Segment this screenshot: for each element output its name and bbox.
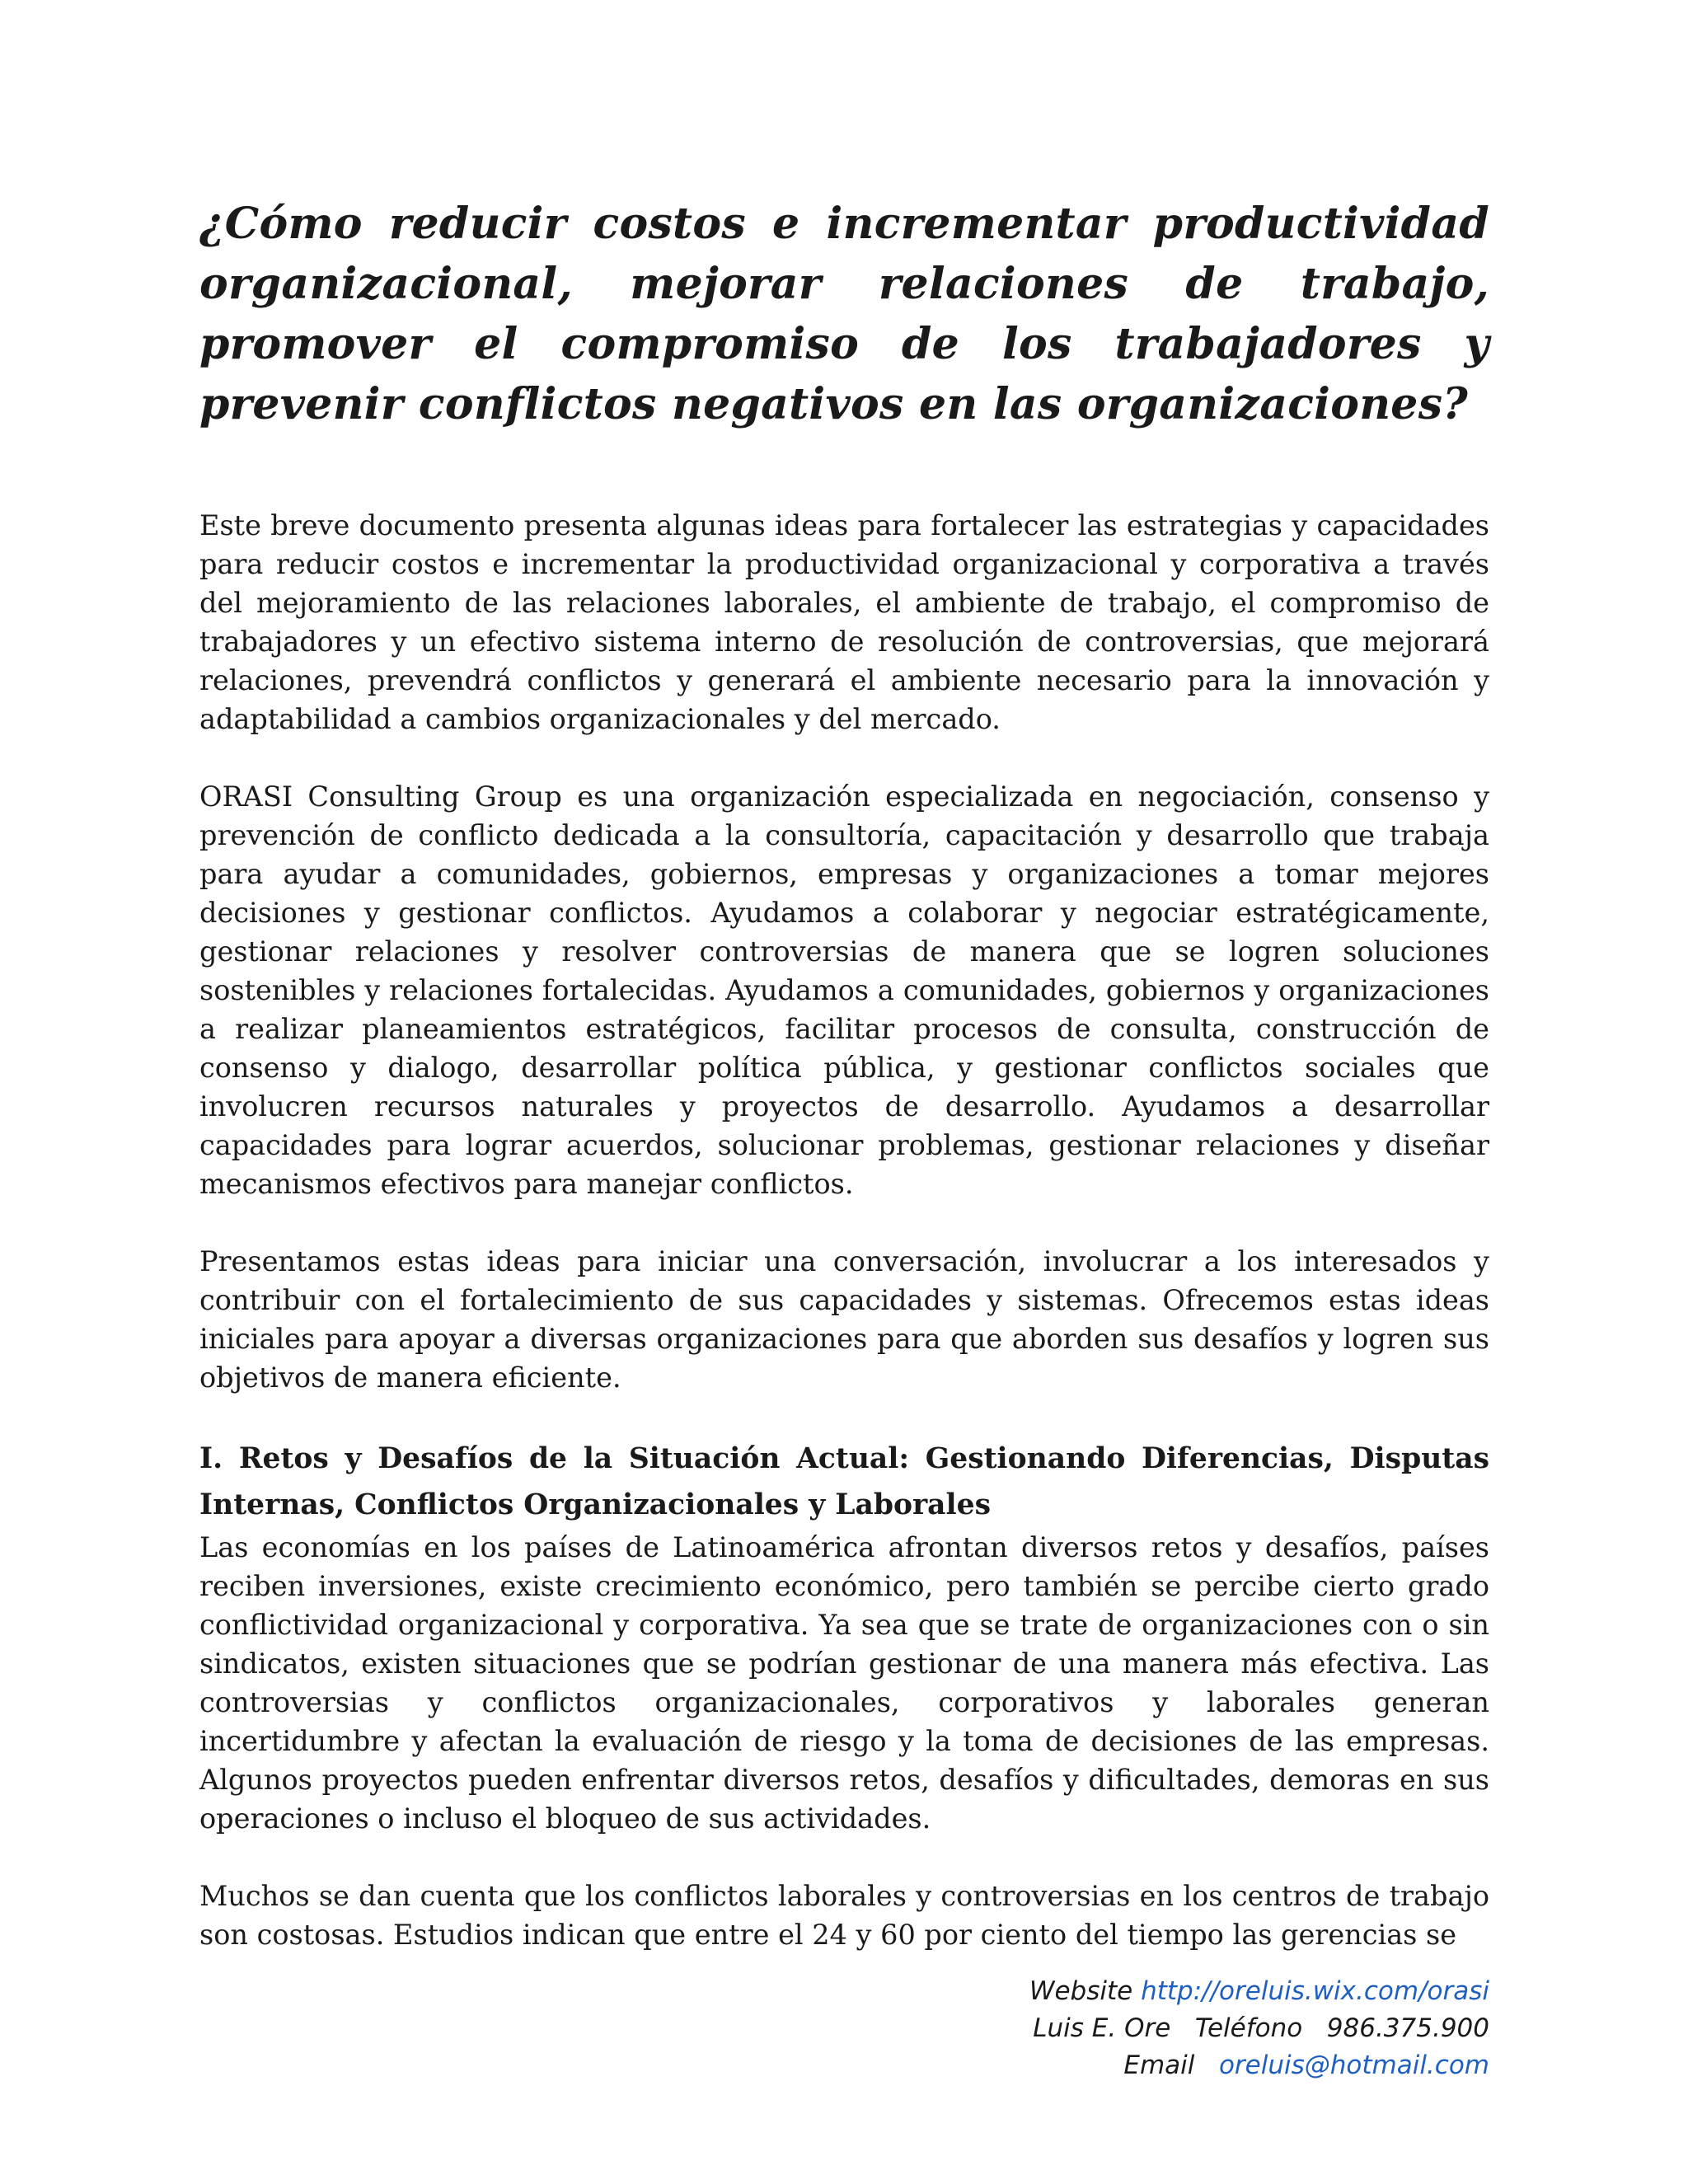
section-heading: I. Retos y Desafíos de la Situación Actual: Gestionando Diferencias, Disputas Internas, Conflictos Organizacionales y Laborales bbox=[199, 1442, 1489, 1521]
phone-label: Teléfono bbox=[1194, 2013, 1303, 2043]
intro-paragraph: Este breve documento presenta algunas ideas para fortalecer las estrategias y capacidades para reducir costos e incrementar la productividad organizacional y corporativa a través del mejoramiento de las relaciones laborales, el ambiente de trabajo, el compromiso de trabajadores y un efectivo sistema interno de resolución de controversias, que mejorará relaciones, prevendrá conflictos y generará el ambiente necesario para la innovación y adaptabilidad a cambios organizacionales y del mercado. bbox=[199, 509, 1489, 735]
email-line bbox=[1029, 2047, 1489, 2084]
email-label: Email bbox=[1123, 2050, 1195, 2080]
contact-line bbox=[1029, 2010, 1489, 2047]
document-page bbox=[199, 194, 1489, 1954]
website-link[interactable]: http://oreluis.wix.com/orasi bbox=[1141, 1976, 1489, 2006]
contact-name: Luis E. Ore bbox=[1033, 2013, 1171, 2043]
section-paragraph: Las economías en los países de Latinoamérica afrontan diversos retos y desafíos, países reciben inversiones, existe crecimiento económico, pero también se percibe cierto grado conflictividad organizacional y corporativa. Ya sea que se trate de organizaciones con o sin sindicatos, existen situaciones que se podrían gestionar de una manera más efectiva. Las controversias y conflictos organizacionales, corporativos y laborales generan incertidumbre y afectan la evaluación de riesgo y la toma de decisiones de las empresas. Algunos proyectos pueden enfrentar diversos retos, desafíos y dificultades, demoras en sus operaciones o incluso el bloqueo de sus actividades. bbox=[199, 1531, 1489, 1835]
website-line bbox=[1029, 1973, 1489, 2010]
email-link[interactable]: oreluis@hotmail.com bbox=[1218, 2050, 1489, 2080]
company-paragraph: ORASI Consulting Group es una organización especializada en negociación, consenso y prevención de conflicto dedicada a la consultoría, capacitación y desarrollo que trabaja para ayudar a comunidades, gobiernos, empresas y organizaciones a tomar mejores decisiones y gestionar conflictos. Ayudamos a colaborar y negociar estratégicamente, gestionar relaciones y resolver controversias de manera que se logren soluciones sostenibles y relaciones fortalecidas. Ayudamos a comunidades, gobiernos y organizaciones a realizar planeamientos estratégicos, facilitar procesos de consulta, construcción de consenso y dialogo, desarrollar política pública, y gestionar conflictos sociales que involucren recursos naturales y proyectos de desarrollo. Ayudamos a desarrollar capacidades para lograr acuerdos, solucionar problemas, gestionar relaciones y diseñar mecanismos efectivos para manejar conflictos. bbox=[199, 780, 1489, 1200]
contact-footer bbox=[1029, 1973, 1489, 2084]
section-paragraph: Muchos se dan cuenta que los conflictos laborales y controversias en los centros de trabajo son costosas. Estudios indican que entre el 24 y 60 por ciento del tiempo las gerencias se bbox=[199, 1880, 1489, 1951]
document-title: ¿Cómo reducir costos e incrementar productividad organizacional, mejorar relaciones de trabajo, promover el compromiso de los trabajadores y prevenir conflictos negativos en las organizaciones? bbox=[199, 199, 1489, 429]
phone-number: 986.375.900 bbox=[1326, 2013, 1489, 2043]
purpose-paragraph: Presentamos estas ideas para iniciar una conversación, involucrar a los interesados y contribuir con el fortalecimiento de sus capacidades y sistemas. Ofrecemos estas ideas iniciales para apoyar a diversas organizaciones para que aborden sus desafíos y logren sus objetivos de manera eficiente. bbox=[199, 1245, 1489, 1394]
website-label: Website bbox=[1029, 1976, 1133, 2006]
